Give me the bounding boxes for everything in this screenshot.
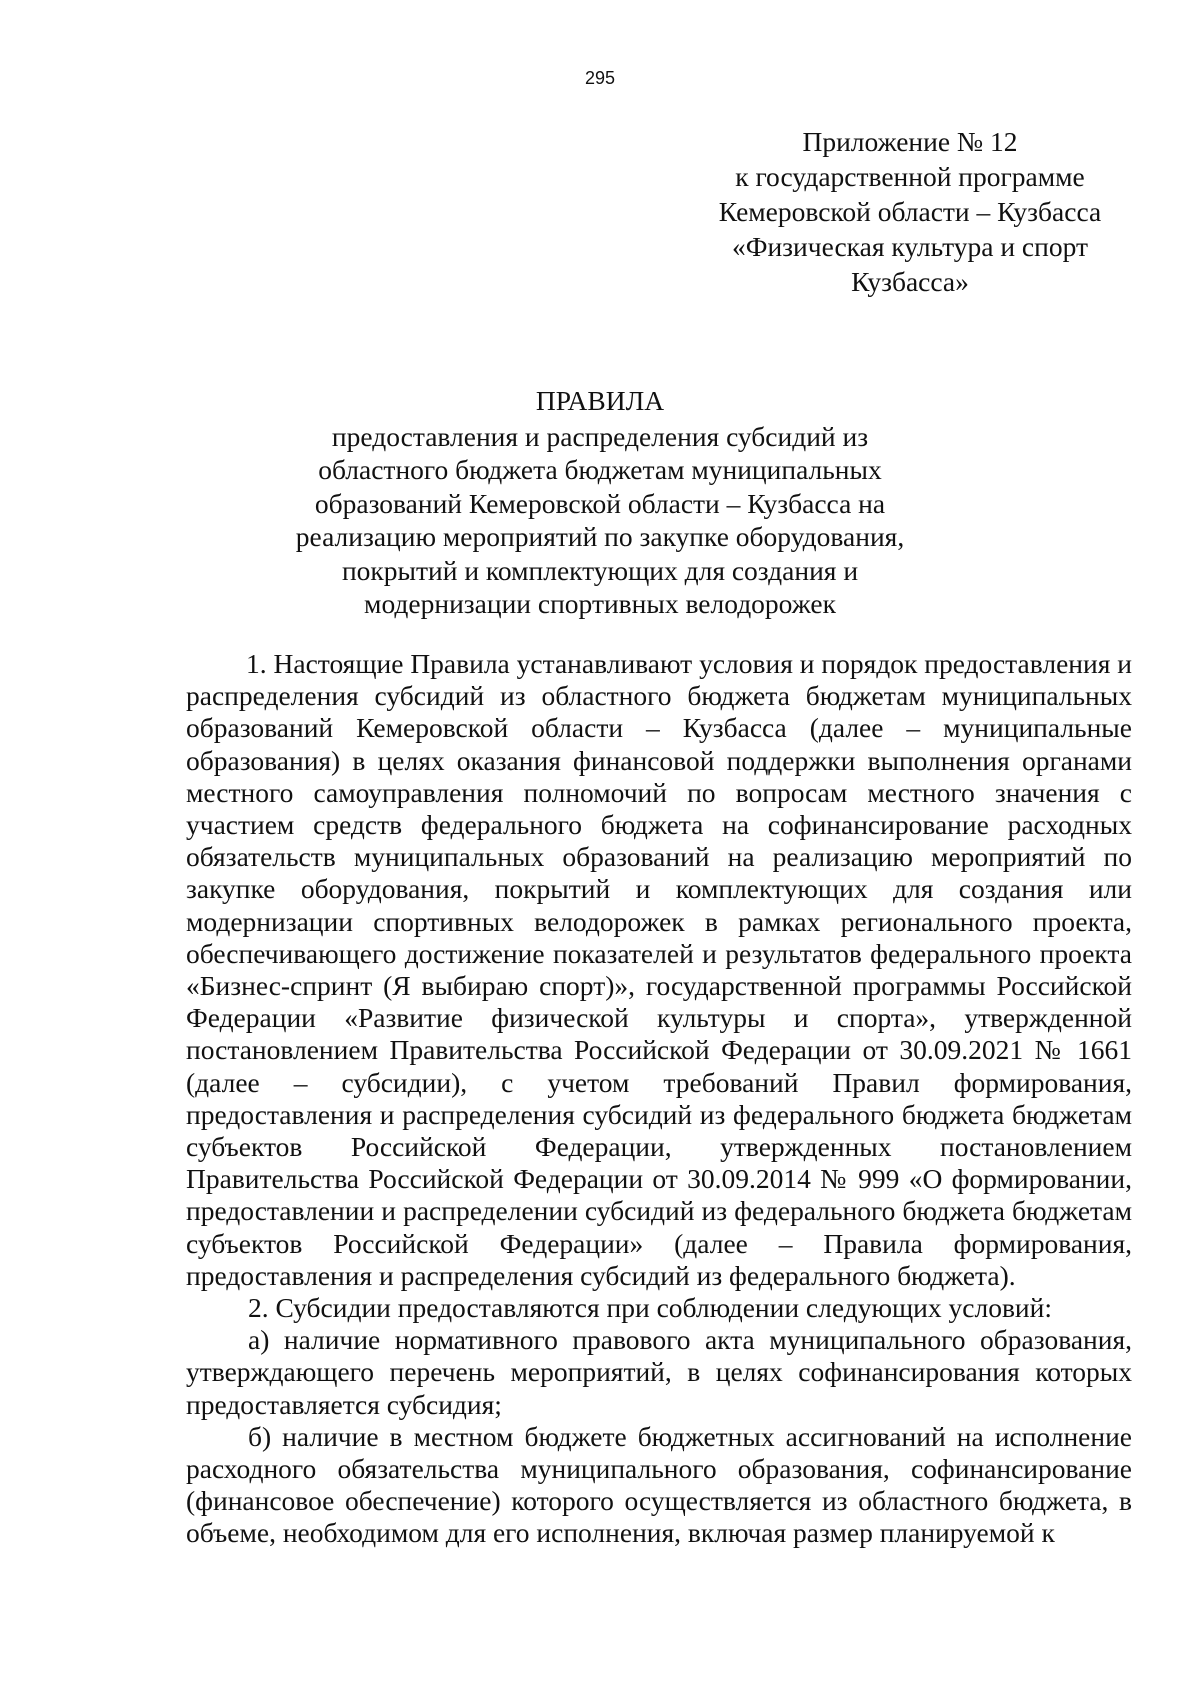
appendix-line: Кемеровской области – Кузбасса: [718, 196, 1102, 227]
document-title: [0, 384, 1200, 620]
appendix-line: Кузбасса»: [851, 266, 969, 297]
document-body: [186, 648, 1132, 1550]
appendix-header: [700, 124, 1120, 299]
title-line: предоставления и распределения субсидий из: [331, 421, 869, 452]
appendix-line: «Физическая культура и спорт: [731, 231, 1088, 262]
title-line: модернизации спортивных велодорожек: [364, 588, 836, 620]
appendix-line: к государственной программе: [735, 161, 1085, 192]
page-number: 295: [584, 68, 616, 88]
appendix-line: Приложение № 12: [802, 126, 1018, 157]
title-subtitle: [0, 420, 1200, 620]
title-line: образований Кемеровской области – Кузбасса на: [314, 487, 886, 519]
paragraph-1: 1. Настоящие Правила устанавливают условия и порядок предоставления и распределения субсидий из областного бюджета бюджетам муниципальных образований Кемеровской области – Кузбасса (далее – муниципальные образования) в целях оказания финансовой поддержки выполнения органами местного самоуправления полномочий по вопросам местного значения с участием средств федерального бюджета на софинансирование расходных обязательств муниципальных образований на реализацию мероприятий по закупке оборудования, покрытий и комплектующих для создания или модернизации спортивных велодорожек в рамках регионального проекта, обеспечивающего достижение показателей и результатов федерального проекта «Бизнес-спринт (Я выбираю спорт)», государственной программы Российской Федерации «Развитие физической культуры и спорта», утвержденной постановлением Правительства Российской Федерации от 30.09.2021 № 1661 (далее – субсидии), с учетом требований Правил формирования, предоставления и распределения субсидий из федерального бюджета бюджетам субъектов Российской Федерации, утвержденных постановлением Правительства Российской Федерации от 30.09.2014 № 999 «О формировании, предоставлении и распределении субсидий из федерального бюджета бюджетам субъектов Российской Федерации» (далее – Правила формирования, предоставления и распределения субсидий из федерального бюджета).: [186, 648, 1132, 1291]
title-line: покрытий и комплектующих для создания и: [341, 554, 859, 586]
title-line: областного бюджета бюджетам муниципальных: [318, 454, 882, 486]
paragraph-2a: а) наличие нормативного правового акта муниципального образования, утверждающего перечень мероприятий, в целях софинансирования которых предоставляется субсидия;: [186, 1324, 1132, 1420]
paragraph-2: 2. Субсидии предоставляются при соблюдении следующих условий:: [248, 1292, 1052, 1324]
title-line: реализацию мероприятий по закупке оборудования,: [295, 521, 905, 553]
paragraph-2b: б) наличие в местном бюджете бюджетных ассигнований на исполнение расходного обязательства муниципального образования, софинансирование (финансовое обеспечение) которого осуществляется из областного бюджета, в объеме, необходимом для его исполнения, включая размер планируемой к: [186, 1420, 1132, 1549]
title-main: ПРАВИЛА: [535, 385, 665, 416]
